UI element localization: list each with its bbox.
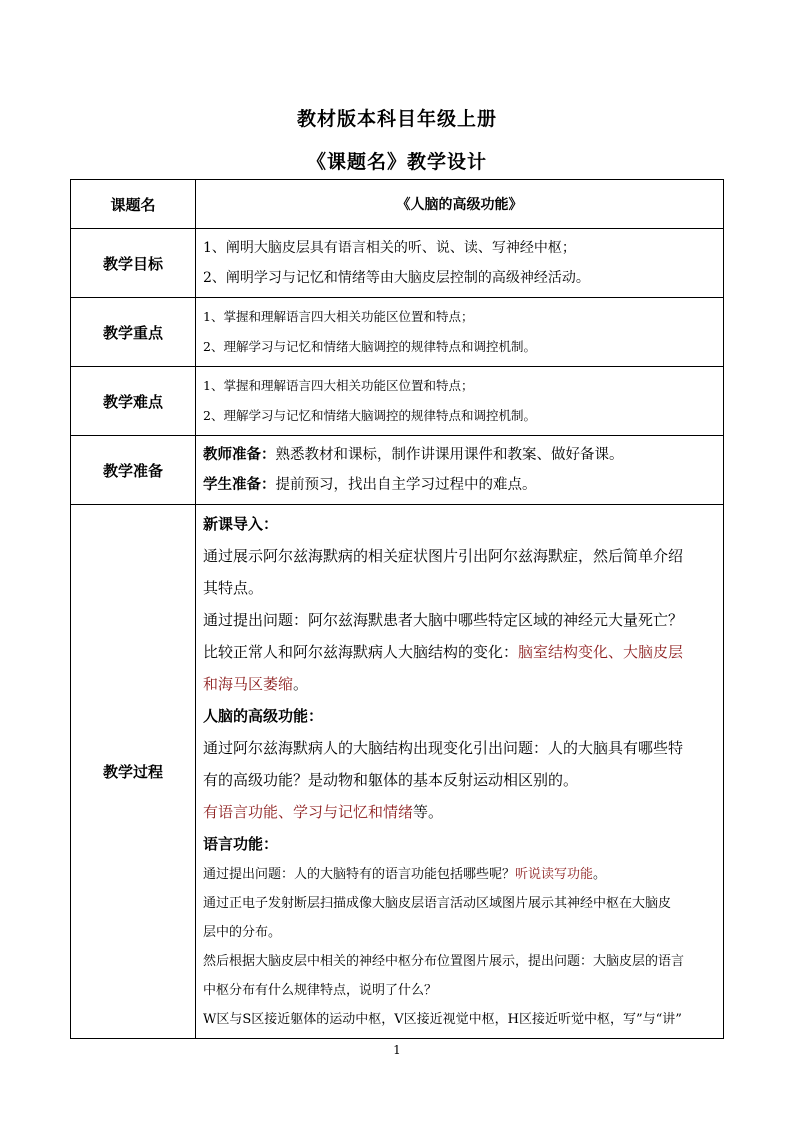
lang-p4-line: W区与S区接近躯体的运动中枢，V区接近视觉中枢，H区接近听觉中枢，写”与“讲” bbox=[203, 1012, 682, 1027]
preparation-label: 教学准备 bbox=[71, 436, 196, 505]
intro-p2-line-3-highlight: 和海马区萎缩 bbox=[203, 675, 294, 693]
intro-p2-line-3-tail: 。 bbox=[293, 675, 309, 693]
lang-p1-highlight: 听说读写功能 bbox=[515, 867, 594, 882]
topic-value: 《人脑的高级功能》 bbox=[196, 180, 724, 229]
process-label: 教学过程 bbox=[71, 505, 196, 1039]
lang-p2-line-1: 通过正电子发射断层扫描成像大脑皮层语言活动区域图片展示其神经中枢在大脑皮 bbox=[203, 896, 672, 911]
intro-p2-line-2-text: 比较正常人和阿尔兹海默病人大脑结构的变化： bbox=[203, 643, 519, 661]
difficulties-line-2: 2、理解学习与记忆和情绪大脑调控的规律特点和调控机制。 bbox=[203, 408, 536, 423]
teacher-prep-line bbox=[203, 440, 716, 470]
table-row-goals bbox=[71, 229, 724, 298]
intro-p2-line-2-highlight: 脑室结构变化、大脑皮层 bbox=[518, 643, 684, 661]
table-row-topic bbox=[71, 180, 724, 229]
student-prep-line bbox=[203, 470, 716, 500]
lang-heading: 语言功能： bbox=[203, 835, 279, 853]
lang-p2-line-2: 层中的分布。 bbox=[203, 925, 282, 940]
key-points-line-2: 2、理解学习与记忆和情绪大脑调控的规律特点和调控机制。 bbox=[203, 339, 536, 354]
goals-label: 教学目标 bbox=[71, 229, 196, 298]
func-p1-line-1: 通过阿尔兹海默病人的大脑结构出现变化引出问题：人的大脑具有哪些特 bbox=[203, 739, 684, 757]
intro-p2-line-1: 通过提出问题：阿尔兹海默患者大脑中哪些特定区域的神经元大量死亡？ bbox=[203, 611, 684, 629]
topic-label: 课题名 bbox=[71, 180, 196, 229]
intro-p2-line-2 bbox=[203, 636, 716, 668]
table-row-key-points bbox=[71, 298, 724, 367]
func-p1-line-2: 有的高级功能？是动物和躯体的基本反射运动相区别的。 bbox=[203, 771, 579, 789]
teacher-prep-label: 教师准备： bbox=[203, 446, 276, 463]
difficulties-line-1: 1、掌握和理解语言四大相关功能区位置和特点； bbox=[203, 378, 474, 393]
intro-p2-line-3 bbox=[203, 668, 716, 700]
table-row-process bbox=[71, 505, 724, 1039]
goals-content bbox=[196, 229, 724, 298]
func-p2-tail: 等。 bbox=[413, 803, 444, 821]
lesson-plan-table bbox=[70, 179, 724, 1039]
preparation-content bbox=[196, 436, 724, 505]
func-heading: 人脑的高级功能： bbox=[203, 707, 324, 725]
lang-p1-tail: 。 bbox=[593, 867, 607, 882]
intro-p1-line-1: 通过展示阿尔兹海默病的相关症状图片引出阿尔兹海默症，然后简单介绍 bbox=[203, 547, 684, 565]
document-subtitle: 《课题名》教学设计 bbox=[306, 151, 487, 173]
lang-p3-line-1: 然后根据大脑皮层中相关的神经中枢分布位置图片展示，提出问题：大脑皮层的语言 bbox=[203, 954, 685, 969]
process-content bbox=[196, 505, 724, 1039]
func-p2-highlight: 有语言功能、学习与记忆和情绪 bbox=[203, 803, 414, 821]
key-points-line-1: 1、掌握和理解语言四大相关功能区位置和特点； bbox=[203, 309, 474, 324]
difficulties-label: 教学难点 bbox=[71, 367, 196, 436]
teacher-prep-text: 熟悉教材和课标，制作讲课用课件和教案、做好备课。 bbox=[275, 447, 624, 463]
page-number: 1 bbox=[393, 1043, 401, 1057]
key-points-label: 教学重点 bbox=[71, 298, 196, 367]
key-points-content bbox=[196, 298, 724, 367]
lang-p3-line-2: 中枢分布有什么规律特点，说明了什么？ bbox=[203, 983, 438, 998]
student-prep-text: 提前预习，找出自主学习过程中的难点。 bbox=[275, 477, 537, 493]
intro-p1-line-2: 其特点。 bbox=[203, 579, 264, 597]
document-title: 教材版本科目年级上册 bbox=[296, 108, 497, 130]
student-prep-label: 学生准备： bbox=[203, 476, 276, 493]
table-row-preparation bbox=[71, 436, 724, 505]
goals-line-1: 1、阐明大脑皮层具有语言相关的听、说、读、写神经中枢； bbox=[203, 240, 576, 256]
goals-line-2: 2、阐明学习与记忆和情绪等由大脑皮层控制的高级神经活动。 bbox=[203, 270, 590, 286]
func-p2-line bbox=[203, 796, 716, 828]
lang-p1-text: 通过提出问题：人的大脑特有的语言功能包括哪些呢？ bbox=[203, 867, 516, 882]
difficulties-content bbox=[196, 367, 724, 436]
table-row-difficulties bbox=[71, 367, 724, 436]
lang-p1-line bbox=[203, 860, 716, 889]
intro-heading: 新课导入： bbox=[203, 515, 279, 533]
